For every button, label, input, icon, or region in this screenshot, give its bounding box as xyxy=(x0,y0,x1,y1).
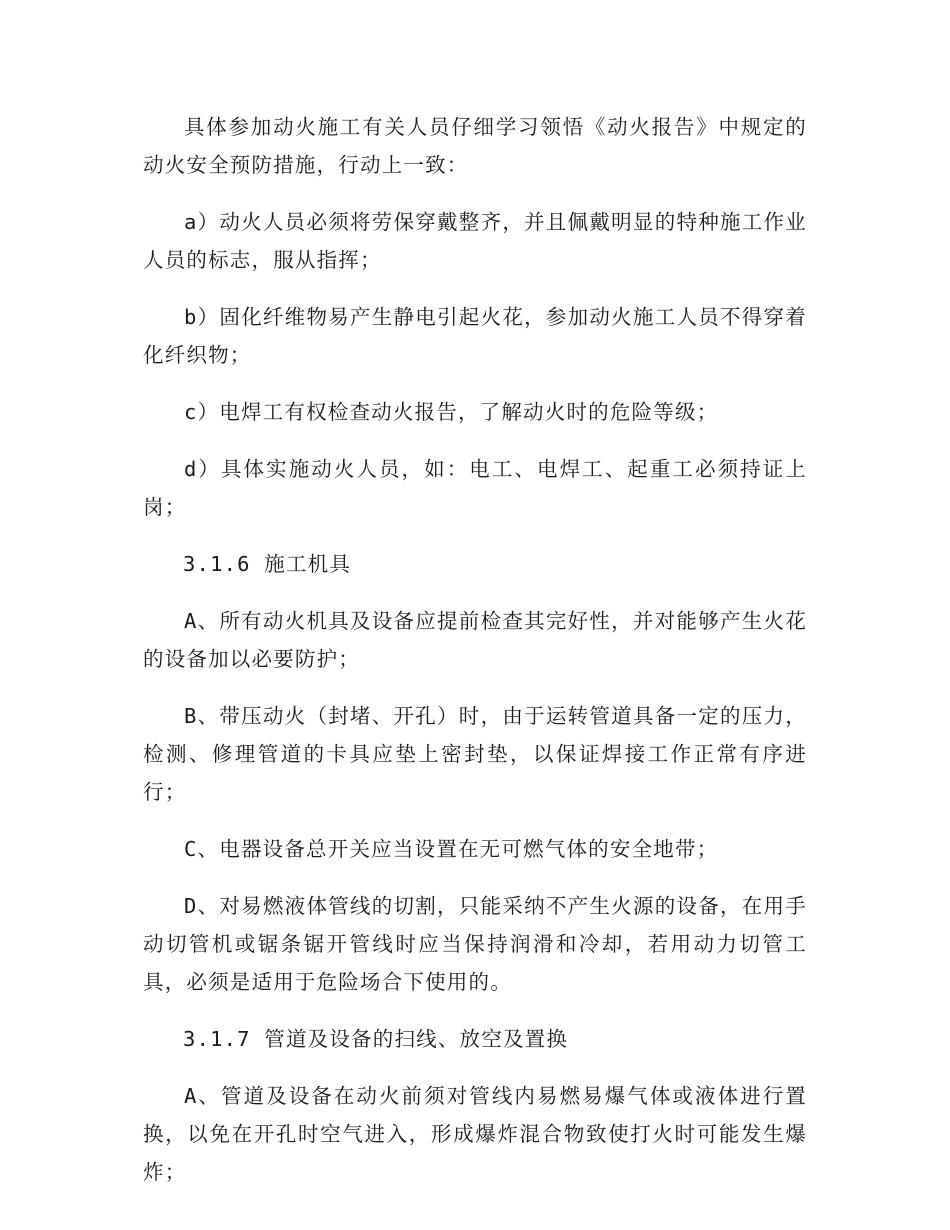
paragraph-tools-a: A、所有动火机具及设备应提前检查其完好性，并对能够产生火花的设备加以必要防护； xyxy=(143,609,807,671)
paragraph-item-c: c）电焊工有权检查动火报告，了解动火时的危险等级； xyxy=(184,400,719,424)
paragraph-item-d: d）具体实施动火人员，如：电工、电焊工、起重工必须持证上岗； xyxy=(143,457,807,519)
paragraph-item-b: b）固化纤维物易产生静电引起火花，参加动火施工人员不得穿着化纤织物； xyxy=(143,305,807,367)
section-heading-3-1-6: 3.1.6 施工机具 xyxy=(183,552,352,576)
section-heading-3-1-7: 3.1.7 管道及设备的扫线、放空及置换 xyxy=(183,1027,569,1051)
paragraph-purge-a: A、管道及设备在动火前须对管线内易燃易爆气体或液体进行置换，以免在开孔时空气进入，形成爆炸混合物致使打火时可能发生爆炸； xyxy=(143,1084,807,1184)
paragraph-tools-b: B、带压动火（封堵、开孔）时，由于运转管道具备一定的压力，检测、修理管道的卡具应垫上密封垫，以保证焊接工作正常有序进行； xyxy=(143,704,807,804)
document-body xyxy=(143,108,807,1210)
paragraph-item-a: a）动火人员必须将劳保穿戴整齐，并且佩戴明显的特种施工作业人员的标志，服从指挥； xyxy=(143,210,807,272)
paragraph-tools-c: C、电器设备总开关应当设置在无可燃气体的安全地带； xyxy=(184,837,719,861)
paragraph-intro: 具体参加动火施工有关人员仔细学习领悟《动火报告》中规定的动火安全预防措施，行动上一致： xyxy=(143,115,807,177)
paragraph-tools-d: D、对易燃液体管线的切割，只能采纳不产生火源的设备，在用手动切管机或锯条锯开管线时应当保持润滑和冷却，若用动力切管工具，必须是适用于危险场合下使用的。 xyxy=(143,894,807,994)
